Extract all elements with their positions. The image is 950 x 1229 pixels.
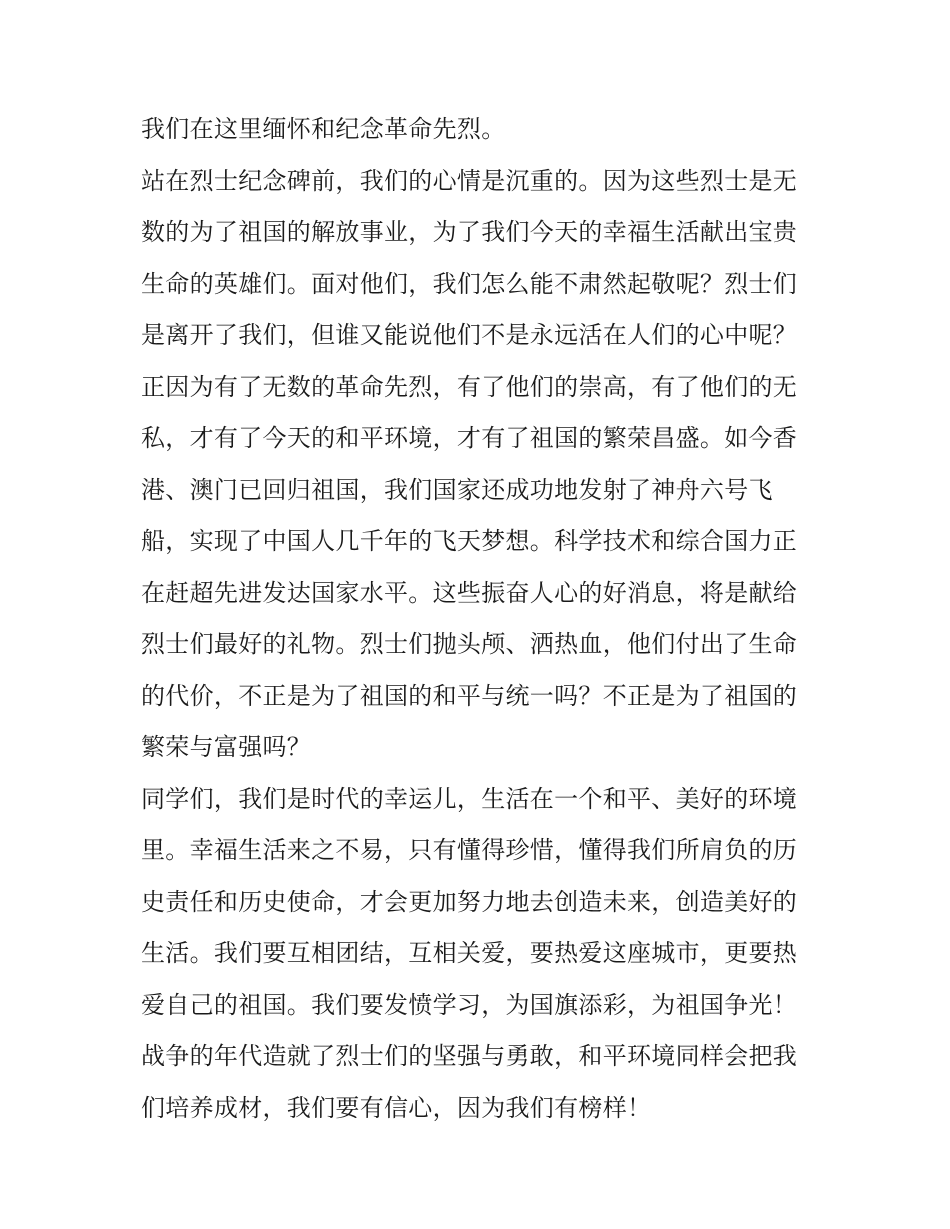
document-body: [141, 110, 821, 1140]
text-line: 们培养成材，我们要有信心，因为我们有榜样！: [141, 1093, 652, 1122]
text-line: 爱自己的祖国。我们要发愤学习，为国旗添彩，为祖国争光！: [141, 990, 798, 1019]
text-line: 港、澳门已回归祖国，我们国家还成功地发射了神舟六号飞: [141, 475, 773, 504]
text-line: 生命的英雄们。面对他们，我们怎么能不肃然起敬呢？烈士们: [141, 269, 798, 298]
text-line: 私，才有了今天的和平环境，才有了祖国的繁荣昌盛。如今香: [141, 424, 798, 452]
text-line: 繁荣与富强吗？: [141, 733, 312, 761]
text-line: 史责任和历史使命，才会更加努力地去创造未来，创造美好的: [141, 887, 798, 916]
text-line: 里。幸福生活来之不易，只有懂得珍惜，懂得我们所肩负的历: [141, 836, 798, 864]
text-line: 的代价，不正是为了祖国的和平与统一吗？不正是为了祖国的: [141, 681, 798, 710]
text-line: 在赶超先进发达国家水平。这些振奋人心的好消息，将是献给: [141, 578, 798, 607]
text-line: 站在烈士纪念碑前，我们的心情是沉重的。因为这些烈士是无: [141, 166, 798, 195]
text-line: 同学们，我们是时代的幸运儿，生活在一个和平、美好的环境: [141, 784, 798, 813]
text-line: 船，实现了中国人几千年的飞天梦想。科学技术和综合国力正: [141, 527, 798, 555]
text-line: 数的为了祖国的解放事业，为了我们今天的幸福生活献出宝贵: [141, 218, 798, 246]
text-line: 正因为有了无数的革命先烈，有了他们的崇高，有了他们的无: [141, 372, 798, 401]
text-line: 生活。我们要互相团结，互相关爱，要热爱这座城市，更要热: [141, 939, 798, 967]
text-line: 烈士们最好的礼物。烈士们抛头颅、洒热血，他们付出了生命: [141, 630, 798, 658]
text-line: 是离开了我们，但谁又能说他们不是永远活在人们的心中呢？: [141, 321, 798, 349]
text-line: 战争的年代造就了烈士们的坚强与勇敢，和平环境同样会把我: [141, 1042, 798, 1070]
text-line: 我们在这里缅怀和纪念革命先烈。: [141, 115, 506, 143]
